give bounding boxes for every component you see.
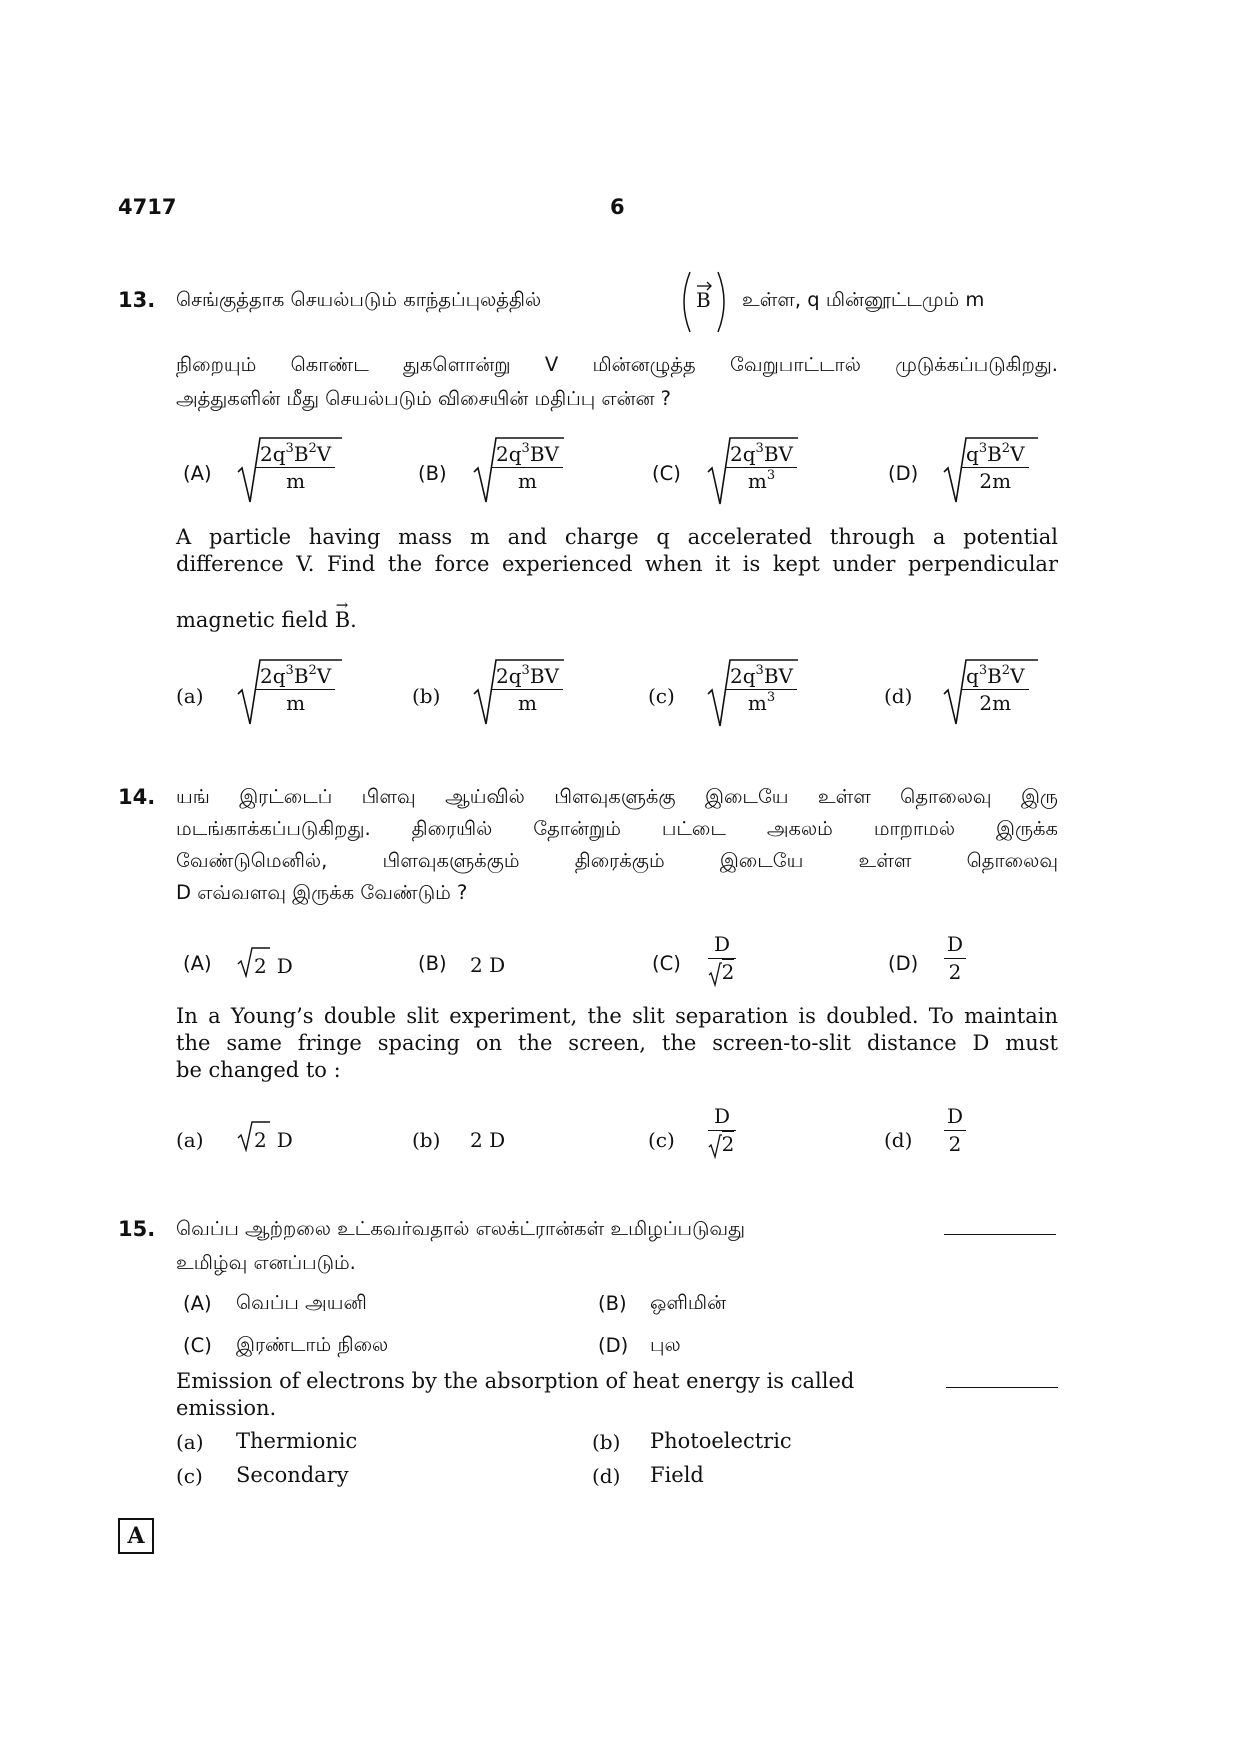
question-number-13: 13. <box>118 288 156 312</box>
q13-option-label-c: (c) <box>648 684 675 708</box>
q13-option-label-B: (B) <box>418 462 447 485</box>
q13-english-line-3: magnetic field → B. <box>176 607 357 634</box>
q13-english-line-1: A particle having mass m and charge q accelerated through a potential <box>176 525 1058 549</box>
q14-option-label-a: (a) <box>176 1128 204 1152</box>
q15-option-d-text: Field <box>650 1463 704 1487</box>
q15-option-b-text: Photoelectric <box>650 1429 792 1453</box>
q13-tamil-line-1a: செங்குத்தாக செயல்படும் காந்தப்புலத்தில் <box>176 288 542 311</box>
question-number-14: 14. <box>118 785 156 809</box>
q15-english-blank <box>946 1373 1058 1392</box>
q14-english-line-1: In a Young’s double slit experiment, the slit separation is doubled. To maintain <box>176 1004 1058 1028</box>
q15-option-A-text: வெப்ப அயனி <box>236 1291 367 1314</box>
q13-option-label-C: (C) <box>652 462 681 485</box>
question-number-15: 15. <box>118 1217 156 1241</box>
q14-option-label-d: (d) <box>884 1128 913 1152</box>
q15-option-c-text: Secondary <box>236 1463 349 1487</box>
q14-option-label-D: (D) <box>888 952 919 975</box>
q13-option-B-expression: $\frac{2q^3BV}{m}$ <box>492 442 563 493</box>
q13-option-label-b: (b) <box>412 684 441 708</box>
q13-option-A-expression: $\frac{2q^3B^2V}{m}$ <box>256 442 335 493</box>
q13-option-label-a: (a) <box>176 684 204 708</box>
q15-option-label-d: (d) <box>592 1464 621 1488</box>
q14-option-label-b: (b) <box>412 1128 441 1152</box>
q15-option-label-b: (b) <box>592 1430 621 1454</box>
q13-option-C-expression: $\frac{2q^3BV}{m^3}$ <box>726 442 797 493</box>
q13-option-d-expression: $\frac{q^3B^2V}{2m}$ <box>962 664 1029 715</box>
q15-option-label-C: (C) <box>183 1334 212 1357</box>
q15-tamil-line-1: வெப்ப ஆற்றலை உட்கவர்வதால் எலக்ட்ரான்கள் உமிழப்படுவது <box>176 1217 745 1240</box>
q14-option-d-expression: $\frac{D}{2}$ <box>944 1104 966 1156</box>
q14-option-label-C: (C) <box>652 952 681 975</box>
q15-option-label-B: (B) <box>598 1292 627 1315</box>
q14-tamil-line-1: யங் இரட்டைப் பிளவு ஆய்வில் பிளவுகளுக்கு இடையே உள்ள தொலைவு இரு <box>176 785 1058 808</box>
q14-option-a-expression: 2 D <box>254 1128 293 1152</box>
q14-tamil-line-3: வேண்டுமெனில், பிளவுகளுக்கும் திரைக்கும் இடையே உள்ள தொலைவு <box>176 849 1058 872</box>
q15-option-label-A: (A) <box>183 1292 212 1315</box>
q14-option-label-B: (B) <box>418 952 447 975</box>
q15-tamil-line-2: உமிழ்வு எனப்படும். <box>176 1251 356 1274</box>
q15-option-label-a: (a) <box>176 1430 204 1454</box>
q15-english-line-1: Emission of electrons by the absorption of heat energy is called <box>176 1369 855 1393</box>
booklet-series-box: A <box>118 1518 154 1554</box>
q13-option-label-d: (d) <box>884 684 913 708</box>
q14-option-C-root-sign <box>708 961 722 987</box>
q13-option-a-expression: $\frac{2q^3B^2V}{m}$ <box>256 664 335 715</box>
q13-tamil-line-3: அத்துகளின் மீது செயல்படும் விசையின் மதிப்பு என்ன ? <box>176 387 671 410</box>
paper-code: 4717 <box>118 195 177 219</box>
q14-english-line-2: the same fringe spacing on the screen, the screen-to-slit distance D must <box>176 1031 1058 1055</box>
q14-option-b-expression: 2 D <box>470 1128 506 1152</box>
q14-option-A-expression: 2 D <box>254 954 293 978</box>
q14-tamil-line-2: மடங்காக்கப்படுகிறது. திரையில் தோன்றும் பட்டை அகலம் மாறாமல் இருக்க <box>176 817 1058 840</box>
q14-option-label-A: (A) <box>183 952 212 975</box>
q13-option-D-expression: $\frac{q^3B^2V}{2m}$ <box>962 442 1029 493</box>
q13-option-label-D: (D) <box>888 462 919 485</box>
q15-option-D-text: புல <box>650 1333 681 1356</box>
q15-option-C-text: இரண்டாம் நிலை <box>236 1333 389 1356</box>
q14-tamil-line-4: D எவ்வளவு இருக்க வேண்டும் ? <box>176 881 468 904</box>
q14-english-line-3: be changed to : <box>176 1058 341 1082</box>
q14-option-c-root-sign <box>708 1133 722 1159</box>
q13-field-symbol: B <box>696 288 711 312</box>
q14-option-c-expression: $\frac{D}{2}$ <box>708 1104 736 1156</box>
q13-tamil-line-2: நிறையும் கொண்ட துகளொன்று V மின்னழுத்த வேறுபாட்டால் முடுக்கப்படுகிறது. <box>176 353 1058 376</box>
q13-english-field-symbol: → B <box>335 607 350 634</box>
q15-option-a-text: Thermionic <box>236 1429 358 1453</box>
q13-option-label-A: (A) <box>183 462 212 485</box>
q14-option-label-c: (c) <box>648 1128 675 1152</box>
page-number: 6 <box>610 195 625 219</box>
q15-tamil-blank <box>944 1220 1056 1239</box>
q15-english-line-2: emission. <box>176 1396 277 1420</box>
q15-option-label-D: (D) <box>598 1334 629 1357</box>
q15-option-B-text: ஒளிமின் <box>650 1291 727 1314</box>
q15-option-label-c: (c) <box>176 1464 203 1488</box>
q13-option-b-expression: $\frac{2q^3BV}{m}$ <box>492 664 563 715</box>
q14-option-C-expression: $\frac{D}{2}$ <box>708 932 736 984</box>
q13-option-c-expression: $\frac{2q^3BV}{m^3}$ <box>726 664 797 715</box>
q14-option-D-expression: $\frac{D}{2}$ <box>944 932 966 984</box>
q13-english-line-2: difference V. Find the force experienced when it is kept under perpendicular <box>176 552 1058 576</box>
q14-option-B-expression: 2 D <box>470 953 506 977</box>
q13-tamil-line-1b: உள்ள, q மின்னூட்டமும் m <box>742 288 985 311</box>
